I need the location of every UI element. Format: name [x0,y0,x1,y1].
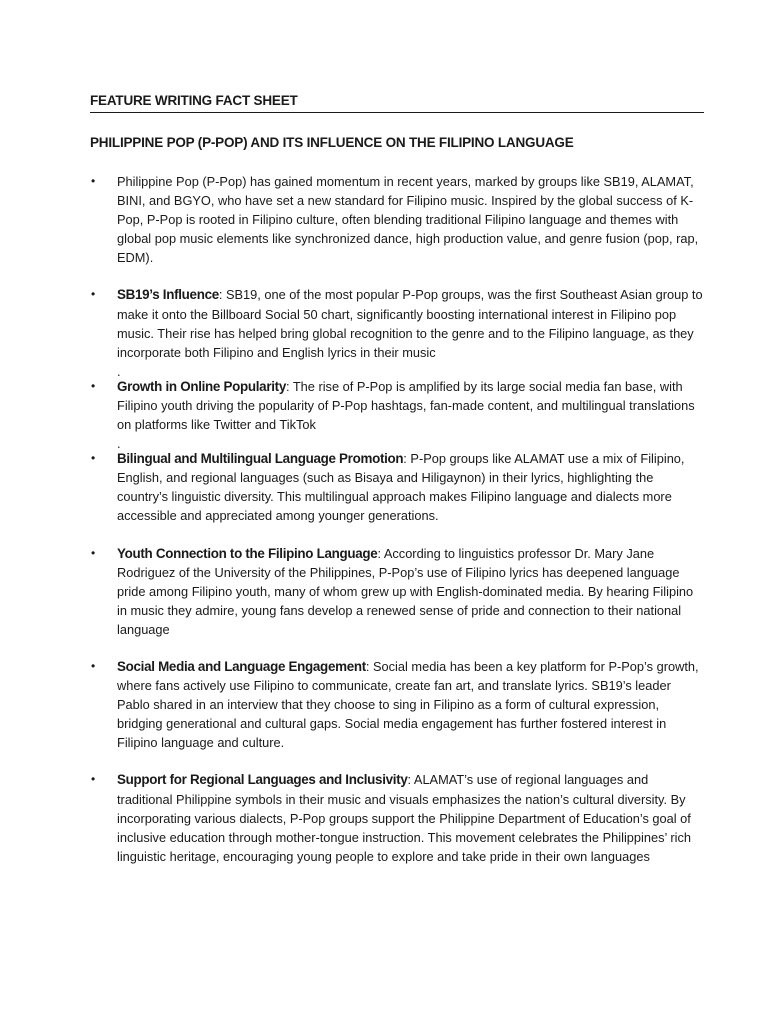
fact-term: SB19’s Influence [117,287,219,303]
bullet-icon: • [91,545,96,560]
fact-text: Philippine Pop (P-Pop) has gained momentum in recent years, marked by groups like SB19, ALAMAT, BINI, and BGYO, who have set a new standard for Filipino music. Inspired by the global success of K-Pop, P-Pop is rooted in Filipino culture, often blending traditional Filipino language and themes with global pop music elements like synchronized dance, high production value, and genre fusion (pop, rap, EDM). [117,174,699,266]
fact-item-sb19-influence [90,285,704,379]
fact-text: : According to linguistics professor Dr. Mary Jane Rodriguez of the University of the Philippines, P-Pop’s use of Filipino lyrics has deepened language pride among Filipino youth, many of whom grew up with English-dominated media. By hearing Filipino in music they admire, young fans develop a renewed sense of pride and connection to their national language [117,545,694,637]
fact-text: : The rise of P-Pop is amplified by its large social media fan base, with Filipino youth driving the popularity of P-Pop hashtags, fan-made content, and multilingual translations on platforms like Twitter and TikTok [117,378,695,433]
fact-item-regional-languages [90,770,704,865]
fact-term: Support for Regional Languages and Inclusivity [117,772,408,788]
bullet-icon: • [91,378,96,393]
fact-item-overview [90,172,704,267]
fact-text: : Social media has been a key platform for P-Pop’s growth, where fans actively use Filipino to communicate, create fan art, and translate lyrics. SB19’s leader Pablo shared in an interview that they choose to sing in Filipino as a form of cultural expression, bridging generational and cultural gaps. Social media engagement has further fostered interest in Filipino language and culture. [117,658,699,751]
fact-item-social-media-engagement [90,657,704,752]
fact-text: : ALAMAT’s use of regional languages and traditional Philippine symbols in their music and visuals emphasizes the nation’s cultural diversity. By incorporating various dialects, P-Pop groups support the Philippine Department of Education’s goal of inclusive education through mother-tongue instruction. This movement celebrates the Philippines’ rich linguistic heritage, encouraging young people to explore and take pride in their own languages [117,772,692,864]
fact-item-multilingual-promotion [90,449,704,525]
fact-term: Youth Connection to the Filipino Language [117,545,378,561]
fact-term: Growth in Online Popularity [117,378,286,394]
fact-text: : P-Pop groups like ALAMAT use a mix of Filipino, English, and regional languages (such as Bisaya and Hiligaynon) in their lyrics, highlighting the country’s linguistic diversity. This multilingual approach makes Filipino language and dialects more accessible and appreciated among younger generations. [117,451,685,524]
bullet-icon: • [91,451,96,466]
fact-text: : SB19, one of the most popular P-Pop groups, was the first Southeast Asian group to make it onto the Billboard Social 50 chart, significantly boosting international interest in Filipino pop music. Their rise has helped bring global recognition to the genre and to the Filipino language, as they incorporate both Filipino and English lyrics in their music [117,287,703,360]
fact-list [90,172,704,884]
trailing-period: . [117,363,121,379]
document-title: FEATURE WRITING FACT SHEET [90,93,704,113]
fact-term: Social Media and Language Engagement [117,658,366,674]
document-subtitle: PHILIPPINE POP (P-POP) AND ITS INFLUENCE ON THE FILIPINO LANGUAGE [90,135,574,150]
fact-item-youth-connection [90,544,704,639]
trailing-period: . [117,436,121,452]
bullet-icon: • [91,772,96,787]
fact-term: Bilingual and Multilingual Language Promotion [117,451,404,467]
bullet-icon: • [91,174,96,188]
fact-item-online-popularity [90,377,704,452]
bullet-icon: • [91,658,96,673]
bullet-icon: • [91,287,96,302]
